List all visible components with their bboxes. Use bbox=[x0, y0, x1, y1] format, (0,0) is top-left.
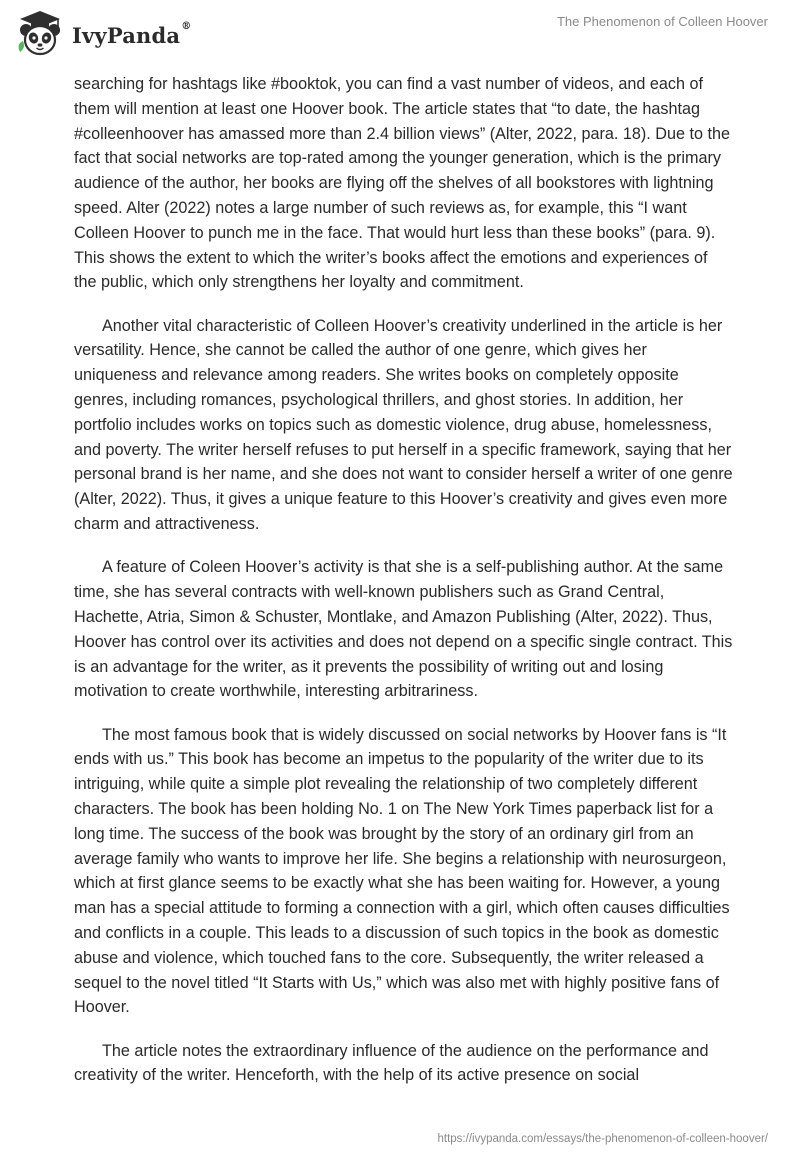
source-url-link[interactable]: https://ivypanda.com/essays/the-phenomenon-of-colleen-hoover/ bbox=[437, 1133, 768, 1145]
paragraph: A feature of Coleen Hoover’s activity is that she is a self-publishing author. At the same time, she has several contracts with well-known publishers such as Grand Central, Hachette, Atria, Simon & Schuster, Montlake, and Amazon Publishing (Alter, 2022). Thus, Hoover has control over its activities and does not depend on a specific single contract. This is an advantage for the writer, as it prevents the possibility of writing out and losing motivation to create worthwhile, interesting arbitrariness. bbox=[74, 558, 733, 701]
paragraph: Another vital characteristic of Colleen Hoover’s creativity underlined in the article is her versatility. Hence, she cannot be called the author of one genre, which gives her uniqueness and relevance among readers. She writes books on completely opposite genres, including romances, psychological thrillers, and ghost stories. In addition, her portfolio includes works on topics such as domestic violence, drug abuse, homelessness, and poverty. The writer herself refuses to put herself in a specific framework, saying that her personal brand is her name, and she does not want to consider herself a writer of one genre (Alter, 2022). Thus, it gives a unique feature to this Hoover’s creativity and gives even more charm and attractiveness. bbox=[74, 316, 733, 534]
panda-graduate-icon bbox=[14, 8, 66, 60]
essay-body bbox=[74, 72, 734, 1107]
brand-name: IvyPanda® bbox=[72, 20, 192, 48]
page-header bbox=[0, 0, 800, 64]
registered-mark: ® bbox=[181, 20, 192, 32]
paragraph: The article notes the extraordinary influence of the audience on the performance and creativity of the writer. Henceforth, with the help of its active presence on social bbox=[74, 1041, 709, 1085]
paragraph: searching for hashtags like #booktok, you can find a vast number of videos, and each of them will mention at least one Hoover book. The article states that “to date, the hashtag #colleenhoover has amassed more than 2.4 billion views” (Alter, 2022, para. 18). Due to the fact that social networks are top-rated among the younger generation, which is the primary audience of the author, her books are flying off the shelves of all bookstores with lightning speed. Alter (2022) notes a large number of such reviews as, for example, this “I want Colleen Hoover to punch me in the face. That would hurt less than these books” (para. 9). This shows the extent to which the writer’s books affect the emotions and experiences of the public, which only strengthens her loyalty and commitment. bbox=[74, 75, 730, 292]
document-title: The Phenomenon of Colleen Hoover bbox=[556, 14, 768, 29]
brand-logo[interactable] bbox=[14, 8, 191, 60]
paragraph: The most famous book that is widely discussed on social networks by Hoover fans is “It ends with us.” This book has become an impetus to the popularity of the writer due to its intriguing, while quite a simple plot revealing the relationship of two completely different characters. The book has been holding No. 1 on The New York Times paperback list for a long time. The success of the book was brought by the story of an ordinary girl from an average family who wants to improve her life. She begins a relationship with neurosurgeon, which at first glance seems to be exactly what she has been waiting for. However, a young man has a special attitude to forming a connection with a girl, which often causes difficulties and conflicts in a couple. This leads to a discussion of such topics in the book as domestic abuse and violence, which touched fans to the core. Subsequently, the writer released a sequel to the novel titled “It Starts with Us,” which was also met with highly positive fans of Hoover. bbox=[74, 725, 730, 1017]
